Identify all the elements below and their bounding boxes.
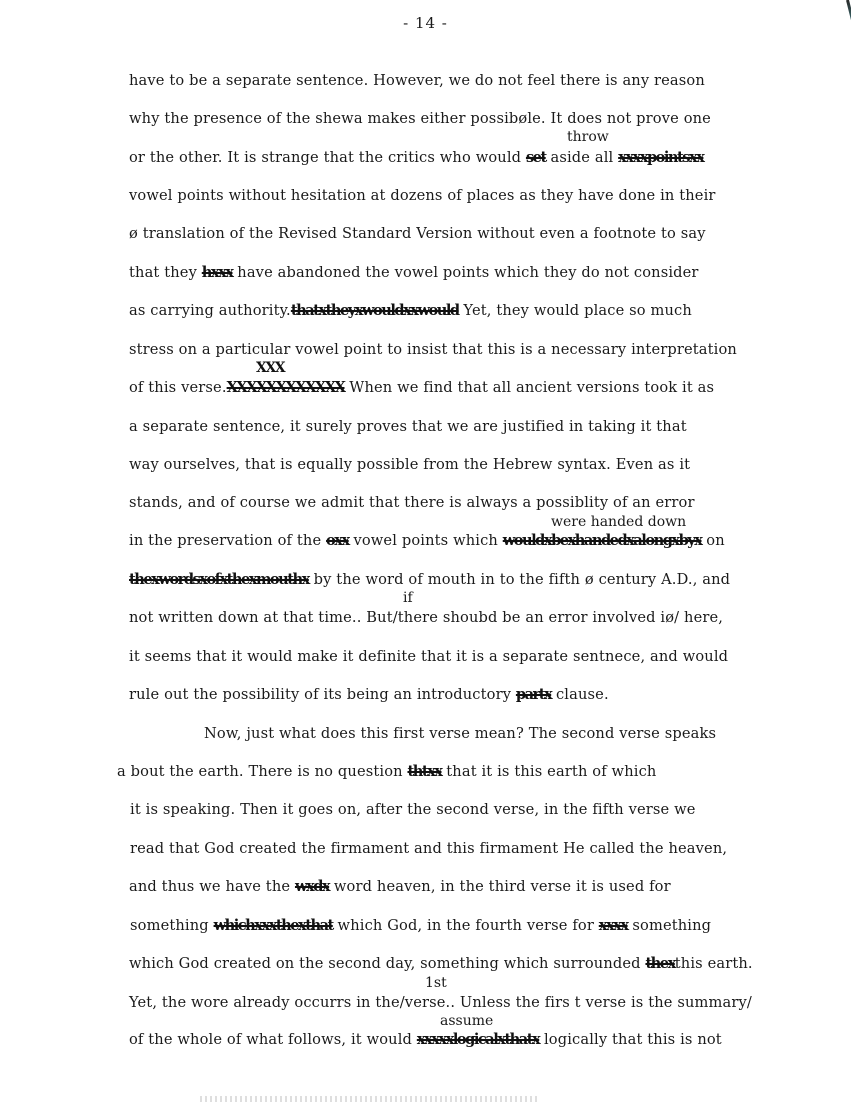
struck-text: thexwordsxofxthexmouthx <box>129 571 309 588</box>
page-number: - 14 - <box>403 14 448 32</box>
line-text: something <box>130 917 214 934</box>
struck-text: xxxxxlogicalxthatx <box>416 1031 540 1048</box>
line-text: something <box>627 917 712 934</box>
line-text: and thus we have the <box>129 878 295 895</box>
line-text: When we find that all ancient versions took it as <box>344 379 715 396</box>
line-text: which God created on the second day, something which surrounded <box>129 955 646 972</box>
text-line: not written down at that time.. But/there shoubd be an error involved iø/ here, <box>129 609 724 626</box>
interlinear-struck-xxx: XXX <box>256 360 285 376</box>
line-text: word heaven, in the third verse it is used for <box>329 878 671 895</box>
line-text: clause. <box>551 686 609 703</box>
text-line: a separate sentence, it surely proves that we are justified in taking it that <box>129 418 687 435</box>
line-text: have abandoned the vowel points which they do not consider <box>232 264 699 281</box>
struck-text: wouldxbexhandedxalongxbyx <box>502 532 702 549</box>
struck-text: thex <box>645 955 675 972</box>
struck-text: set <box>525 149 546 166</box>
struck-text: oxx <box>326 532 349 549</box>
interlinear-assume: assume <box>440 1013 494 1029</box>
struck-text: xxxx <box>598 917 628 934</box>
text-line: Yet, the wore already occurrs in the/verse.. Unless the firs t verse is the summary/ <box>129 994 752 1011</box>
line-text: rule out the possibility of its being an introductory <box>129 686 516 703</box>
struck-text: thatxtheyxwouldxxwould <box>290 302 459 319</box>
line-text: by the word of mouth in to the fifth ø century A.D., and <box>308 571 731 588</box>
interlinear-were-handed-down: were handed down <box>551 514 687 530</box>
line-text: a bout the earth. There is no question <box>117 763 408 780</box>
text-line <box>129 1031 722 1049</box>
struck-text: thtxx <box>407 763 442 780</box>
struck-text: hxxx <box>201 264 233 281</box>
line-text: or the other. It is strange that the critics who would <box>129 149 526 166</box>
line-text: as carrying authority. <box>129 302 291 319</box>
text-line: vowel points without hesitation at dozens of places as they have done in their <box>129 187 716 204</box>
line-text: that they <box>129 264 202 281</box>
line-text: logically that this is not <box>539 1031 722 1048</box>
text-line <box>129 379 714 397</box>
text-line: stands, and of course we admit that there is always a possiblity of an error <box>129 494 695 511</box>
line-text: of this verse. <box>129 379 227 396</box>
text-line <box>129 264 699 282</box>
line-text: vowel points which <box>348 532 503 549</box>
text-line: it seems that it would make it definite that it is a separate sentnece, and would <box>129 648 729 665</box>
line-text: in the preservation of the <box>129 532 327 549</box>
paragraph-start-line: Now, just what does this first verse mean? The second verse speaks <box>204 725 717 742</box>
text-line <box>129 955 753 973</box>
line-text: on <box>701 532 725 549</box>
line-text: of the whole of what follows, it would <box>129 1031 417 1048</box>
line-text: Yet, they would place so much <box>458 302 692 319</box>
struck-text: xxxxpointsxx <box>618 149 704 166</box>
text-line <box>129 878 671 896</box>
struck-text: whichxxxthexthat <box>213 917 333 934</box>
interlinear-if: if <box>403 590 413 606</box>
text-line <box>129 149 703 167</box>
text-line: why the presence of the shewa makes either possibøle. It does not prove one <box>129 110 711 127</box>
scan-noise <box>200 1096 540 1102</box>
text-line <box>129 686 609 704</box>
text-line <box>129 532 725 550</box>
text-line: way ourselves, that is equally possible from the Hebrew syntax. Even as it <box>129 456 691 473</box>
line-text: aside all <box>545 149 619 166</box>
text-line: have to be a separate sentence. However, we do not feel there is any reason <box>129 72 705 89</box>
line-text: this earth. <box>674 955 753 972</box>
text-line <box>129 302 692 320</box>
struck-text: partx <box>515 686 552 703</box>
line-text: that it is this earth of which <box>441 763 657 780</box>
struck-text: wxdx <box>294 878 330 895</box>
struck-text: XXXXXXXXXXXX <box>226 379 345 396</box>
interlinear-throw: throw <box>567 129 609 145</box>
text-line <box>117 763 656 781</box>
text-line <box>130 917 711 935</box>
interlinear-1st: 1st <box>425 975 447 991</box>
text-line: stress on a particular vowel point to insist that this is a necessary interpretation <box>129 341 737 358</box>
text-line <box>129 571 730 589</box>
text-line: read that God created the firmament and this firmament He called the heaven, <box>130 840 728 857</box>
text-line: it is speaking. Then it goes on, after the second verse, in the fifth verse we <box>130 801 696 818</box>
text-line: ø translation of the Revised Standard Version without even a footnote to say <box>129 225 706 242</box>
line-text: which God, in the fourth verse for <box>332 917 599 934</box>
